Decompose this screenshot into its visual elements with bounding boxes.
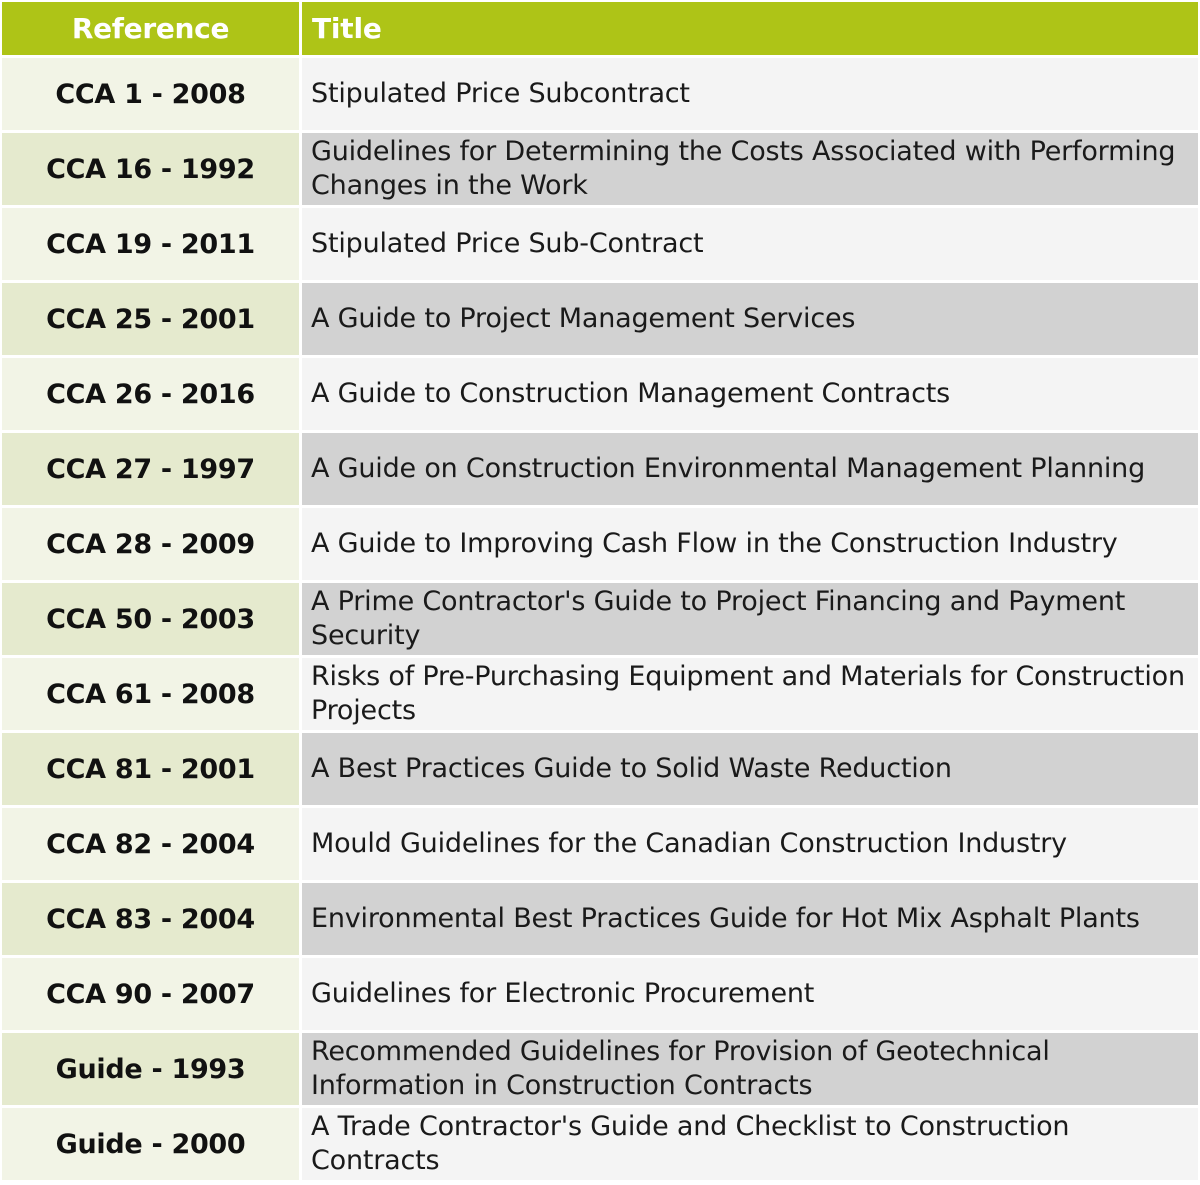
reference-cell: CCA 82 - 2004 (2, 808, 299, 880)
reference-cell: Guide - 1993 (2, 1033, 299, 1105)
title-cell: A Guide to Project Management Services (302, 283, 1198, 355)
reference-cell: CCA 1 - 2008 (2, 58, 299, 130)
reference-cell: CCA 61 - 2008 (2, 658, 299, 730)
table-row (2, 658, 1198, 730)
table-row (2, 808, 1198, 880)
reference-cell: CCA 25 - 2001 (2, 283, 299, 355)
title-cell: Stipulated Price Sub-Contract (302, 208, 1198, 280)
reference-cell: CCA 50 - 2003 (2, 583, 299, 655)
title-cell: A Guide to Construction Management Contracts (302, 358, 1198, 430)
table-row (2, 58, 1198, 130)
reference-cell: Guide - 2000 (2, 1108, 299, 1180)
title-cell: Guidelines for Determining the Costs Associated with Performing Changes in the Work (302, 133, 1198, 205)
reference-cell: CCA 16 - 1992 (2, 133, 299, 205)
table-row (2, 1033, 1198, 1105)
title-cell: Guidelines for Electronic Procurement (302, 958, 1198, 1030)
reference-cell: CCA 81 - 2001 (2, 733, 299, 805)
reference-cell: CCA 83 - 2004 (2, 883, 299, 955)
table-row (2, 133, 1198, 205)
title-cell: Environmental Best Practices Guide for Hot Mix Asphalt Plants (302, 883, 1198, 955)
reference-cell: CCA 27 - 1997 (2, 433, 299, 505)
reference-cell: CCA 90 - 2007 (2, 958, 299, 1030)
table-row (2, 883, 1198, 955)
table-row (2, 733, 1198, 805)
title-cell: Recommended Guidelines for Provision of Geotechnical Information in Construction Contracts (302, 1033, 1198, 1105)
table-row (2, 508, 1198, 580)
title-cell: A Trade Contractor's Guide and Checklist to Construction Contracts (302, 1108, 1198, 1180)
documents-table (2, 2, 1198, 1180)
title-cell: Mould Guidelines for the Canadian Construction Industry (302, 808, 1198, 880)
title-cell: A Guide to Improving Cash Flow in the Construction Industry (302, 508, 1198, 580)
title-cell: A Prime Contractor's Guide to Project Financing and Payment Security (302, 583, 1198, 655)
reference-cell: CCA 26 - 2016 (2, 358, 299, 430)
table-row (2, 358, 1198, 430)
reference-cell: CCA 28 - 2009 (2, 508, 299, 580)
table-row (2, 283, 1198, 355)
table-header-row (2, 2, 1198, 55)
title-cell: Stipulated Price Subcontract (302, 58, 1198, 130)
title-cell: Risks of Pre-Purchasing Equipment and Materials for Construction Projects (302, 658, 1198, 730)
table-row (2, 433, 1198, 505)
reference-cell: CCA 19 - 2011 (2, 208, 299, 280)
table-row (2, 208, 1198, 280)
table-row (2, 958, 1198, 1030)
title-cell: A Best Practices Guide to Solid Waste Reduction (302, 733, 1198, 805)
reference-column-header: Reference (2, 2, 299, 55)
title-cell: A Guide on Construction Environmental Management Planning (302, 433, 1198, 505)
table-row (2, 583, 1198, 655)
table-row (2, 1108, 1198, 1180)
title-column-header: Title (302, 2, 1198, 55)
